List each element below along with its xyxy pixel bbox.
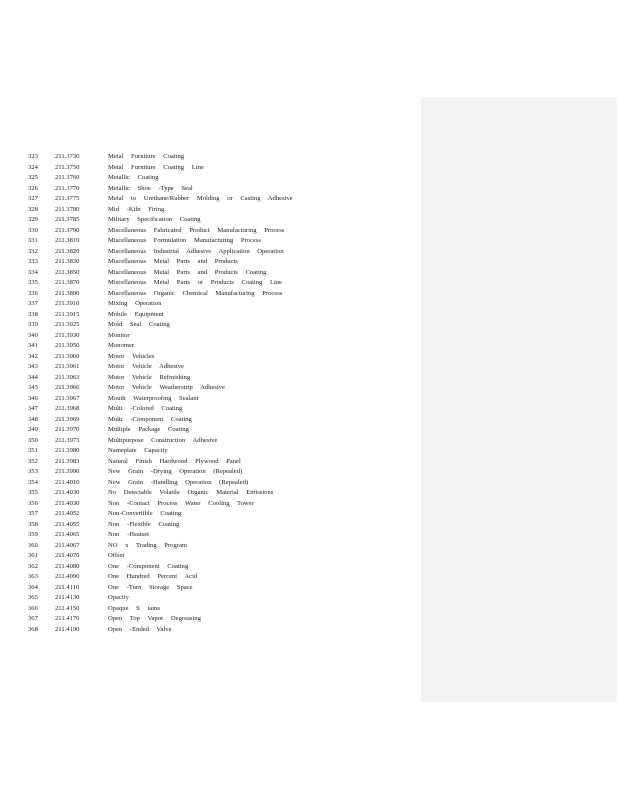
section-code: 211.4110 — [55, 583, 80, 591]
term-text: Mobile Equipment — [108, 310, 164, 318]
section-code: 211.3990 — [55, 468, 80, 475]
section-code: 211.4010 — [55, 478, 80, 486]
line-number: 331 — [28, 237, 38, 244]
section-code: 211.4030 — [55, 499, 80, 507]
term-text: Miscellaneous Metal Parts and Products Coating — [108, 268, 267, 276]
section-code: 211.3760 — [55, 174, 80, 181]
term-text: Multi -Colored Coating — [108, 405, 183, 412]
line-number: 350 — [28, 436, 38, 444]
term-text: Metallic Coating — [108, 174, 159, 181]
line-number: 351 — [28, 447, 38, 454]
list-item — [28, 215, 408, 226]
line-number: 349 — [28, 426, 38, 433]
list-item — [28, 226, 408, 237]
line-number: 323 — [28, 153, 38, 160]
section-code: 211.4150 — [55, 604, 80, 612]
term-text: Motor Vehicle Refinishing — [108, 373, 191, 381]
section-code: 211.3910 — [55, 300, 80, 307]
section-code: 211.3969 — [55, 415, 80, 423]
list-item — [28, 310, 408, 321]
line-number: 359 — [28, 531, 38, 538]
list-item — [28, 446, 408, 457]
list-item — [28, 278, 408, 289]
term-text: Opacity — [108, 594, 129, 601]
term-text: Miscellaneous Formulation Manufacturing Process — [108, 237, 261, 244]
section-code: 211.3967 — [55, 394, 80, 402]
section-code: 211.3961 — [55, 363, 80, 370]
list-item — [28, 247, 408, 258]
line-number: 340 — [28, 331, 38, 339]
list-item — [28, 184, 408, 195]
section-code: 211.4130 — [55, 594, 80, 601]
list-item — [28, 436, 408, 447]
list-item — [28, 289, 408, 300]
list-item — [28, 173, 408, 184]
term-text: One Hundred Percent Acid — [108, 573, 198, 580]
list-item — [28, 541, 408, 552]
section-code: 211.4070 — [55, 552, 80, 559]
line-number: 365 — [28, 594, 38, 601]
line-number: 367 — [28, 615, 38, 622]
list-item — [28, 362, 408, 373]
term-text: One -Component Coating — [108, 562, 189, 570]
term-text: New Grain -Handling Operation (Repealed) — [108, 478, 249, 486]
list-item — [28, 163, 408, 174]
line-number: 341 — [28, 342, 38, 349]
line-number: 353 — [28, 468, 38, 475]
list-item — [28, 236, 408, 247]
line-number: 362 — [28, 562, 38, 570]
term-text: Multipurpose Construction Adhesive — [108, 436, 218, 444]
list-item — [28, 415, 408, 426]
list-item — [28, 467, 408, 478]
section-code: 211.3785 — [55, 216, 80, 223]
line-number: 324 — [28, 163, 38, 171]
list-item — [28, 457, 408, 468]
line-number: 339 — [28, 321, 38, 328]
section-code: 211.3890 — [55, 289, 80, 297]
line-number: 342 — [28, 352, 38, 360]
list-item — [28, 268, 408, 279]
list-item — [28, 373, 408, 384]
line-number: 355 — [28, 489, 38, 496]
term-text: NO x Trading Program — [108, 541, 187, 549]
term-text: Miscellaneous Industrial Adhesive Application Operation — [108, 247, 284, 255]
section-code: 211.3925 — [55, 321, 80, 328]
term-text: Metallic Shoe -Type Seal — [108, 184, 193, 192]
term-text: Open -Ended Valve — [108, 625, 172, 633]
list-item — [28, 604, 408, 615]
section-code: 211.3730 — [55, 153, 80, 160]
section-code: 211.4030 — [55, 489, 80, 496]
section-code: 211.3915 — [55, 310, 80, 318]
list-item — [28, 194, 408, 205]
section-code: 211.3790 — [55, 226, 80, 234]
comment-margin-pane — [421, 97, 617, 702]
definitions-list — [28, 152, 408, 635]
term-text: Miscellaneous Metal Parts and Products — [108, 258, 238, 265]
line-number: 328 — [28, 205, 38, 213]
line-number: 337 — [28, 300, 38, 307]
list-item — [28, 583, 408, 594]
list-item — [28, 478, 408, 489]
list-item — [28, 614, 408, 625]
list-item — [28, 509, 408, 520]
line-number: 368 — [28, 625, 38, 633]
line-number: 358 — [28, 520, 38, 528]
section-code: 211.4052 — [55, 510, 80, 517]
term-text: One -Turn Storage Space — [108, 583, 193, 591]
section-code: 211.3775 — [55, 195, 80, 202]
term-text: Multiple Package Coating — [108, 426, 189, 433]
line-number: 345 — [28, 384, 38, 391]
line-number: 343 — [28, 363, 38, 370]
line-number: 354 — [28, 478, 38, 486]
term-text: Motor Vehicle Adhesive — [108, 363, 184, 370]
line-number: 336 — [28, 289, 38, 297]
term-text: Military Specification Coating — [108, 216, 201, 223]
term-text: Monitor — [108, 331, 130, 339]
line-number: 329 — [28, 216, 38, 223]
section-code: 211.4080 — [55, 562, 80, 570]
list-item — [28, 530, 408, 541]
line-number: 327 — [28, 195, 38, 202]
line-number: 357 — [28, 510, 38, 517]
list-item — [28, 425, 408, 436]
section-code: 211.4065 — [55, 531, 80, 538]
section-code: 211.3930 — [55, 331, 80, 339]
section-code: 211.3820 — [55, 247, 80, 255]
line-number: 363 — [28, 573, 38, 580]
term-text: Non -Heatset — [108, 531, 149, 538]
list-item — [28, 562, 408, 573]
section-code: 211.4067 — [55, 541, 80, 549]
line-number: 366 — [28, 604, 38, 612]
section-code: 211.3980 — [55, 447, 80, 454]
list-item — [28, 499, 408, 510]
line-number: 346 — [28, 394, 38, 402]
line-number: 326 — [28, 184, 38, 192]
line-number: 334 — [28, 268, 38, 276]
term-text: Open Top Vapor Degreasing — [108, 615, 201, 622]
list-item — [28, 572, 408, 583]
line-number: 332 — [28, 247, 38, 255]
term-text: Non -Flexible Coating — [108, 520, 180, 528]
term-text: Miscellaneous Metal Parts or Products Coating Line — [108, 279, 283, 286]
section-code: 211.3968 — [55, 405, 80, 412]
term-text: Motor Vehicles — [108, 352, 155, 360]
line-number: 364 — [28, 583, 38, 591]
term-text: Nameplate Capacity — [108, 447, 168, 454]
list-item — [28, 352, 408, 363]
term-text: Opaque S tains — [108, 604, 160, 612]
term-text: New Grain -Drying Operation (Repealed) — [108, 468, 243, 475]
section-code: 211.3983 — [55, 457, 80, 465]
line-number: 348 — [28, 415, 38, 423]
list-item — [28, 383, 408, 394]
section-code: 211.3973 — [55, 436, 80, 444]
line-number: 356 — [28, 499, 38, 507]
section-code: 211.4055 — [55, 520, 80, 528]
line-number: 335 — [28, 279, 38, 286]
term-text: Offset — [108, 552, 125, 559]
section-code: 211.3966 — [55, 384, 80, 391]
section-code: 211.4090 — [55, 573, 80, 580]
section-code: 211.3770 — [55, 184, 80, 192]
section-code: 211.3963 — [55, 373, 80, 381]
term-text: Metal Furniture Coating Line — [108, 163, 204, 171]
list-item — [28, 320, 408, 331]
term-text: Non -Contact Process Water Cooling Tower — [108, 499, 254, 507]
list-item — [28, 488, 408, 499]
line-number: 352 — [28, 457, 38, 465]
section-code: 211.4170 — [55, 615, 80, 622]
term-text: Metal to Urethane/Rubber Molding or Casting Adhesive — [108, 195, 293, 202]
list-item — [28, 520, 408, 531]
term-text: Mid -Kiln Firing — [108, 205, 165, 213]
list-item — [28, 205, 408, 216]
list-item — [28, 341, 408, 352]
section-code: 211.3870 — [55, 279, 80, 286]
section-code: 211.4190 — [55, 625, 80, 633]
list-item — [28, 625, 408, 636]
section-code: 211.3850 — [55, 268, 80, 276]
section-code: 211.3780 — [55, 205, 80, 213]
section-code: 211.3810 — [55, 237, 80, 244]
list-item — [28, 257, 408, 268]
term-text: Mixing Operation — [108, 300, 162, 307]
line-number: 347 — [28, 405, 38, 412]
list-item — [28, 331, 408, 342]
section-code: 211.3830 — [55, 258, 80, 265]
list-item — [28, 551, 408, 562]
term-text: Metal Furniture Coating — [108, 153, 185, 160]
term-text: Natural Finish Hardwood Plywood Panel — [108, 457, 241, 465]
list-item — [28, 152, 408, 163]
line-number: 325 — [28, 174, 38, 181]
term-text: Mouth Waterproofing Sealant — [108, 394, 199, 402]
term-text: No Detectable Volatile Organic Material Emissions — [108, 489, 274, 496]
line-number: 333 — [28, 258, 38, 265]
list-item — [28, 593, 408, 604]
term-text: Mold Seal Coating — [108, 321, 170, 328]
term-text: Monomer — [108, 342, 135, 349]
section-code: 211.3750 — [55, 163, 80, 171]
line-number: 360 — [28, 541, 38, 549]
line-number: 344 — [28, 373, 38, 381]
term-text: Motor Vehicle Weatherstrip Adhesive — [108, 384, 226, 391]
section-code: 211.3960 — [55, 352, 80, 360]
line-number: 338 — [28, 310, 38, 318]
list-item — [28, 394, 408, 405]
term-text: Multi -Component Coating — [108, 415, 192, 423]
line-number: 361 — [28, 552, 38, 559]
section-code: 211.3950 — [55, 342, 80, 349]
line-number: 330 — [28, 226, 38, 234]
list-item — [28, 404, 408, 415]
list-item — [28, 299, 408, 310]
term-text: Non-Convertible Coating — [108, 510, 182, 517]
term-text: Miscellaneous Organic Chemical Manufacturing Process — [108, 289, 283, 297]
section-code: 211.3970 — [55, 426, 80, 433]
term-text: Miscellaneous Fabricated Product Manufacturing Process — [108, 226, 285, 234]
